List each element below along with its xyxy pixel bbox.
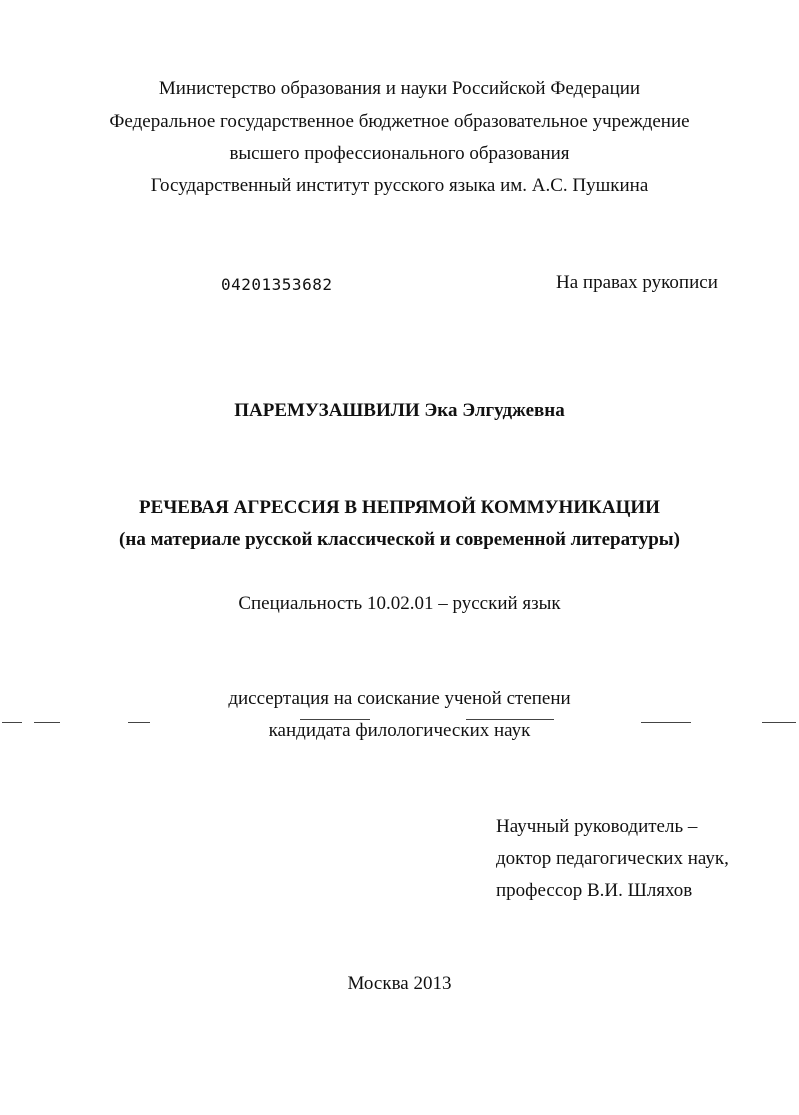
scan-mark xyxy=(128,722,150,723)
scan-mark xyxy=(762,722,796,723)
ministry-line: Министерство образования и науки Российской Федерации xyxy=(158,78,641,99)
specialty: Специальность 10.02.01 – русский язык xyxy=(238,593,561,614)
manuscript-rights: На правах рукописи xyxy=(556,272,718,293)
document-number: 04201353682 xyxy=(221,275,333,294)
degree-line-1: диссертация на соискание ученой степени xyxy=(228,688,571,709)
degree-line-2: кандидата филологических наук xyxy=(268,720,531,741)
scan-mark xyxy=(641,722,691,723)
place-year: Москва 2013 xyxy=(347,973,452,994)
scan-mark xyxy=(300,719,370,720)
dissertation-subtitle: (на материале русской классической и современной литературы) xyxy=(119,529,680,550)
scan-mark xyxy=(34,722,60,723)
institution-type-line: Федеральное государственное бюджетное образовательное учреждение xyxy=(109,111,690,132)
supervisor-degree: доктор педагогических наук, xyxy=(496,848,729,869)
institute-name-line: Государственный институт русского языка им. А.С. Пушкина xyxy=(150,175,649,196)
supervisor-role: Научный руководитель – xyxy=(496,816,698,837)
scan-mark xyxy=(2,722,22,723)
education-level-line: высшего профессионального образования xyxy=(229,143,570,164)
scan-mark xyxy=(466,719,554,720)
supervisor-name: профессор В.И. Шляхов xyxy=(496,880,693,901)
author-name: ПАРЕМУЗАШВИЛИ Эка Элгуджевна xyxy=(234,400,565,421)
dissertation-title: РЕЧЕВАЯ АГРЕССИЯ В НЕПРЯМОЙ КОММУНИКАЦИИ xyxy=(139,497,660,518)
